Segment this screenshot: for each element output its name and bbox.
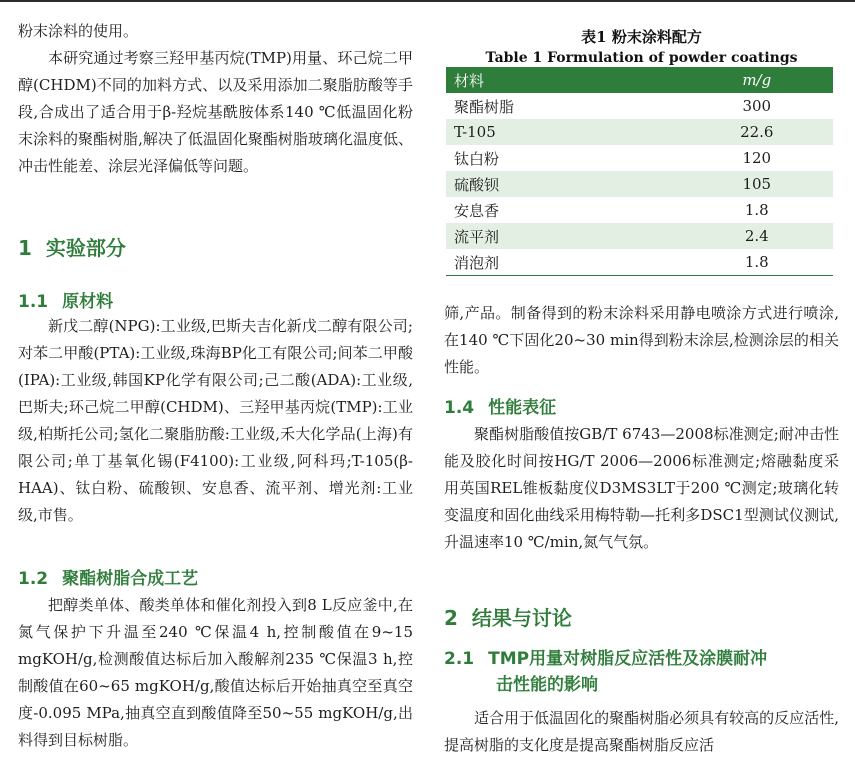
discussion-paragraph: 适合用于低温固化的聚酯树脂必须具有较高的反应活性,提高树脂的支化度是提高聚酯树脂反应活	[444, 709, 839, 754]
section-number: 1.1	[18, 292, 49, 312]
material-cell: 消泡剂	[446, 249, 681, 276]
characterization-paragraph: 聚酯树脂酸值按GB/T 6743—2008标准测定;耐冲击性能及胶化时间按HG/T 2006—2006标准测定;熔融黏度采用英国REL锥板黏度仪D3MS3LT于200 ℃测定;玻璃化转变温度和固化曲线采用梅特勒—托利多DSC1型测试仪测试,升温速率10 ℃/min,氮气气氛。	[444, 425, 839, 551]
table-header-row	[446, 67, 833, 93]
section-1-1-heading	[18, 287, 113, 312]
section-title: 原材料	[62, 292, 114, 312]
synthesis-paragraph: 把醇类单体、酸类单体和催化剂投入到8 L反应釜中,在氮气保护下升温至240 ℃保温4 h,控制酸值在9~15 mgKOH/g,检测酸值达标后加入酸解剂235 ℃保温3 h,控制酸值在60~65 mgKOH/g,酸值达标后开始抽真空至真空度-0.095 MPa,抽真空直到酸值降至50~55 mgKOH/g,出料得到目标树脂。	[18, 596, 413, 749]
material-cell: T-105	[446, 119, 681, 145]
table-row	[446, 171, 833, 197]
table-row	[446, 119, 833, 145]
material-cell: 硫酸钡	[446, 171, 681, 197]
mass-cell: 120	[742, 149, 772, 167]
intro-paragraph: 本研究通过考察三羟甲基丙烷(TMP)用量、环己烷二甲醇(CHDM)不同的加料方式、以及采用添加二聚脂肪酸等手段,合成出了适合用于β-羟烷基酰胺体系140 ℃低温固化粉末涂料的聚酯树脂,解决了低温固化聚酯树脂玻璃化温度低、冲击性能差、涂层光泽偏低等问题。	[18, 49, 413, 175]
section-number: 1.2	[18, 569, 49, 589]
mass-cell: 300	[742, 97, 772, 115]
section-title: 实验部分	[45, 236, 126, 260]
mass-cell: 105	[681, 171, 833, 197]
material-cell: 钛白粉	[454, 149, 500, 168]
material-cell: 安息香	[454, 201, 500, 220]
section-number: 2	[444, 606, 458, 630]
materials-paragraph: 新戊二醇(NPG):工业级,巴斯夫吉化新戊二醇有限公司;对苯二甲酸(PTA):工业级,珠海BP化工有限公司;间苯二甲酸(IPA):工业级,韩国KP化学有限公司;己二酸(ADA):工业级,巴斯夫;环己烷二甲醇(CHDM)、三羟甲基丙烷(TMP):工业级,柏斯托公司;氢化二聚脂肪酸:工业级,禾大化学品(上海)有限公司;单丁基氧化锡(F4100):工业级,阿科玛;T-105(β-HAA)、钛白粉、硫酸钡、安息香、流平剂、增光剂:工业级,市售。	[18, 317, 413, 524]
section-2-heading	[444, 602, 572, 631]
table-row	[446, 145, 833, 171]
section-2-1-heading	[444, 646, 767, 698]
material-cell: 聚酯树脂	[454, 97, 515, 116]
section-1-4-heading	[444, 393, 556, 418]
formulation-table	[446, 67, 833, 276]
section-1-heading	[18, 232, 126, 261]
table-row	[446, 249, 833, 276]
table-row	[446, 93, 833, 119]
continued-paragraph: 筛,产品。制备得到的粉末涂料采用静电喷涂方式进行喷涂,在140 ℃下固化20~30 min得到粉末涂层,检测涂层的相关性能。	[444, 304, 839, 376]
mass-cell: 1.8	[681, 249, 833, 276]
header-mass: m/g	[681, 67, 833, 93]
table-row	[446, 197, 833, 223]
section-title-line1: TMP用量对树脂反应活性及涂膜耐冲	[488, 649, 768, 669]
material-cell: 流平剂	[446, 223, 681, 249]
section-title: 聚酯树脂合成工艺	[62, 569, 199, 589]
table-caption-en: Table 1 Formulation of powder coatings	[485, 50, 798, 66]
section-number: 1.4	[444, 398, 475, 418]
top-rule	[0, 0, 855, 2]
mass-cell: 1.8	[744, 201, 769, 219]
mass-cell: 2.4	[681, 223, 833, 249]
table-caption-zh: 表1 粉末涂料配方	[581, 28, 702, 46]
section-number: 1	[18, 236, 32, 260]
header-material: 材料	[446, 67, 681, 93]
section-number: 2.1	[444, 649, 475, 669]
table-row	[446, 223, 833, 249]
section-1-2-heading	[18, 564, 198, 589]
section-title-line2: 击性能的影响	[496, 675, 598, 695]
mass-cell: 22.6	[681, 119, 833, 145]
section-title: 性能表征	[488, 398, 557, 418]
intro-line: 粉末涂料的使用。	[18, 22, 139, 40]
section-title: 结果与讨论	[471, 606, 572, 630]
